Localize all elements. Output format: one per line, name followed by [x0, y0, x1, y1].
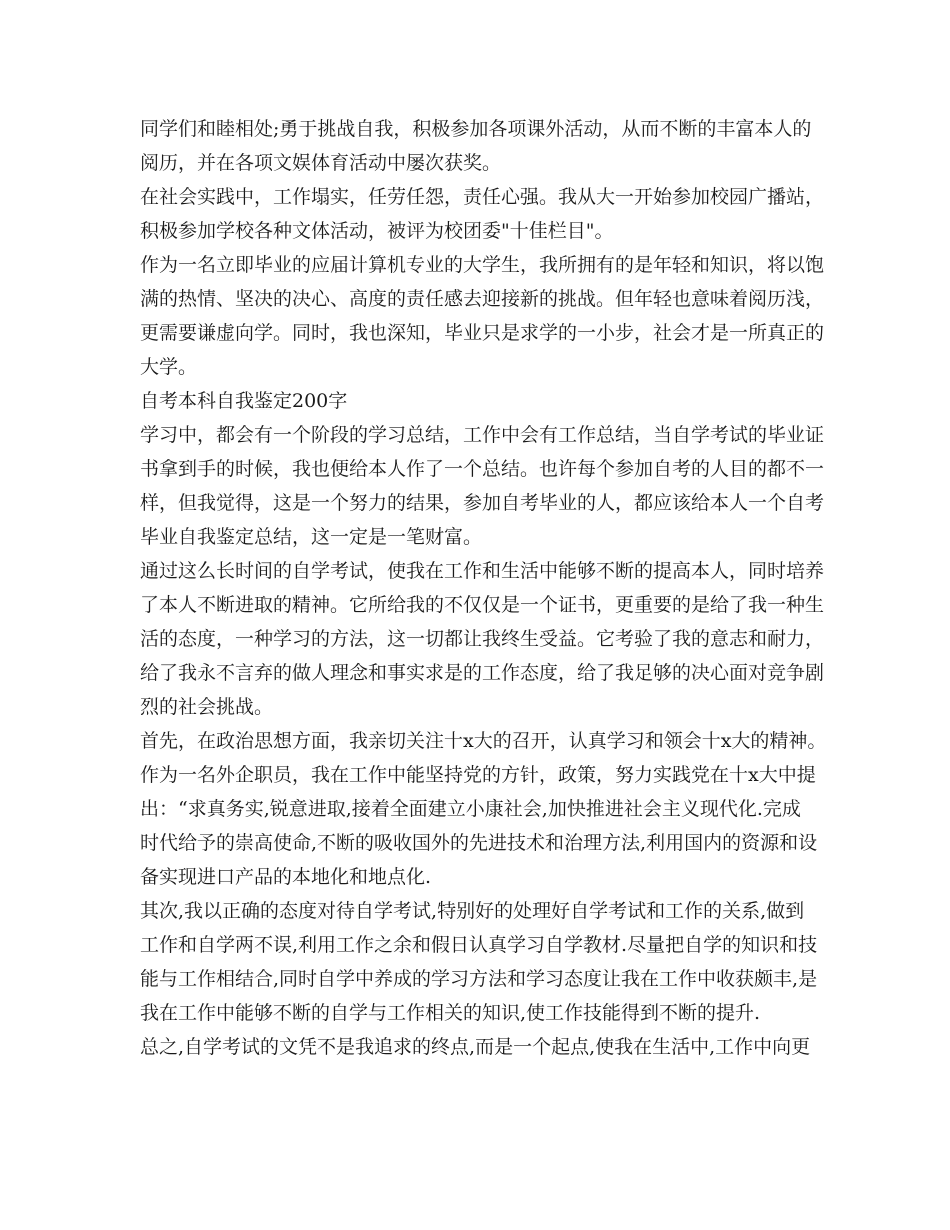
text-line: 在社会实践中，工作塌实，任劳任怨，责任心强。我从大一开始参加校园广播站，: [140, 186, 825, 208]
text-line: 给了我永不言弃的做人理念和事实求是的工作态度，给了我足够的决心面对竞争剧: [140, 662, 825, 684]
text-line: 学习中，都会有一个阶段的学习总结，工作中会有工作总结，当自学考试的毕业证: [140, 424, 825, 446]
text-line: 作为一名立即毕业的应届计算机专业的大学生，我所拥有的是年轻和知识，将以饱: [140, 254, 825, 276]
text-line: 时代给予的崇高使命,不断的吸收国外的先进技术和治理方法,利用国内的资源和设: [140, 832, 818, 854]
section-heading: 自考本科自我鉴定200字: [140, 390, 348, 412]
text-line: 工作和自学两不误,利用工作之余和假日认真学习自学教材.尽量把自学的知识和技: [140, 934, 818, 956]
text-line: 首先，在政治思想方面，我亲切关注十x大的召开，认真学习和领会十x大的精神。: [140, 730, 827, 752]
text-line: 大学。: [140, 356, 198, 378]
text-line: 活的态度，一种学习的方法，这一切都让我终生受益。它考验了我的意志和耐力，: [140, 628, 825, 650]
text-line: 备实现进口产品的本地化和地点化.: [140, 866, 432, 888]
text-line: 满的热情、坚决的决心、高度的责任感去迎接新的挑战。但年轻也意味着阅历浅，: [140, 288, 825, 310]
text-line: 阅历，并在各项文娱体育活动中屡次获奖。: [140, 152, 502, 174]
text-line: 烈的社会挑战。: [140, 696, 274, 718]
document-body: [140, 112, 930, 1064]
text-line: 其次,我以正确的态度对待自学考试,特别好的处理好自学考试和工作的关系,做到: [140, 900, 805, 922]
text-line: 样，但我觉得，这是一个努力的结果，参加自考毕业的人，都应该给本人一个自考: [140, 492, 825, 514]
text-line: 积极参加学校各种文体活动，被评为校团委"十佳栏目"。: [140, 220, 614, 242]
text-line: 通过这么长时间的自学考试，使我在工作和生活中能够不断的提高本人，同时培养: [140, 560, 825, 582]
text-line: 作为一名外企职员，我在工作中能坚持党的方针，政策，努力实践党在十x大中提: [140, 764, 816, 786]
text-line: 我在工作中能够不断的自学与工作相关的知识,使工作技能得到不断的提升.: [140, 1002, 761, 1024]
text-line: 书拿到手的时候，我也便给本人作了一个总结。也许每个参加自考的人目的都不一: [140, 458, 825, 480]
text-line: 同学们和睦相处;勇于挑战自我，积极参加各项课外活动，从而不断的丰富本人的: [140, 118, 812, 140]
text-line: 出：“求真务实,锐意进取,接着全面建立小康社会,加快推进社会主义现代化.完成: [140, 798, 801, 820]
text-line: 能与工作相结合,同时自学中养成的学习方法和学习态度让我在工作中收获颇丰,是: [140, 968, 818, 990]
text-line: 毕业自我鉴定总结，这一定是一笔财富。: [140, 526, 483, 548]
text-line: 了本人不断进取的精神。它所给我的不仅仅是一个证书，更重要的是给了我一种生: [140, 594, 825, 616]
text-line: 总之,自学考试的文凭不是我追求的终点,而是一个起点,使我在生活中,工作中向更: [140, 1036, 811, 1058]
text-line: 更需要谦虚向学。同时，我也深知，毕业只是求学的一小步，社会才是一所真正的: [140, 322, 825, 344]
